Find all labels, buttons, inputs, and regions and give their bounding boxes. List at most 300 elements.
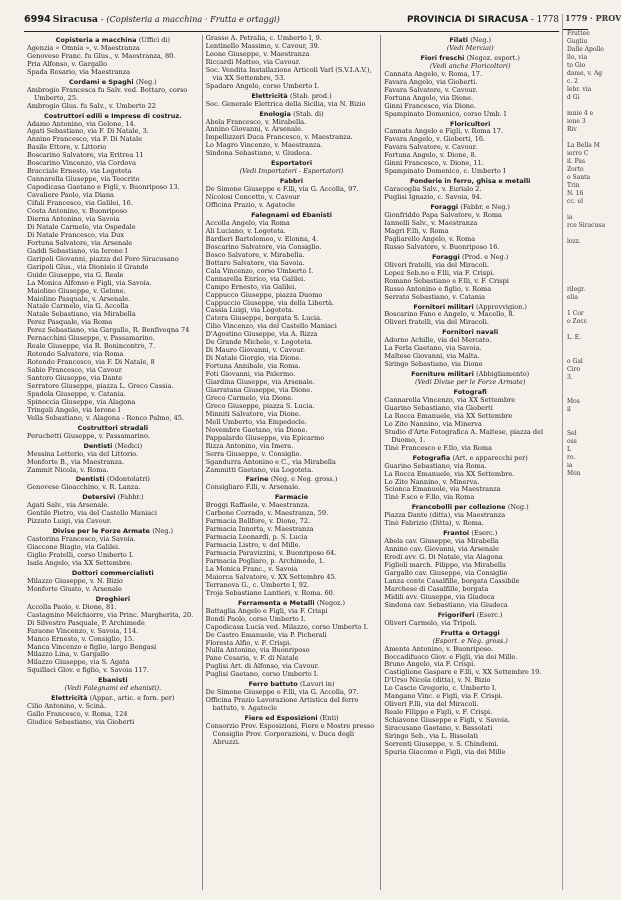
directory-entry: Floresta Alfio, v. F. Crispi. (205, 638, 292, 647)
directory-entry: Greco Giuseppe, piazza S. Lucia. (205, 401, 315, 410)
directory-entry: D'Agostino Giuseppe, via A. Rizza (205, 330, 318, 339)
cross-reference-note: (Vedi Falegnami ed ebanisti). (64, 684, 162, 693)
directory-entry: Carbone Corrado, v. Maestranza, 59. (205, 509, 329, 518)
directory-entry: Catera Giuseppe, borgata S. Lucia. (205, 314, 323, 323)
directory-entry: Boscarino Salvatore, via Consiglio. (205, 242, 322, 251)
directory-entry: Perez Pasquale, via Roma (27, 318, 113, 327)
directory-entry: Perez Sebastiano, via Gargallo, R. Benfiveqna 74 (27, 326, 190, 335)
directory-entry: Squillaci Glov. e figlio, v. Savoia 117. (27, 666, 149, 675)
directory-entry: Ambrogio Francesca fu Salv. ved. Bottaro, corso Umberto, 25. (27, 85, 188, 102)
directory-entry: Oliveri Carmelo, via Tripoli. (384, 618, 477, 627)
directory-entry: Fortuna Angelo, via Dione. (384, 93, 474, 102)
directory-entry: Guarino Sebastiano, via Gioberti (384, 403, 493, 412)
directory-entry: Di Natale Giorgio, via Dione. (205, 354, 302, 363)
section-heading-label: Fabbri (279, 177, 304, 186)
directory-entry: Fortuna Annibale, via Roma. (205, 362, 301, 371)
section-heading-qualifier: (Uffici di) (138, 36, 171, 44)
directory-entry: Consorzio Prov. Esposizioni, Fiere e Mostre presso Consiglio Prov. Corporazioni, v. Duca degli Abruzzi. (205, 722, 375, 746)
edge-line: rce Siracusa (567, 222, 606, 229)
section-heading-label: Fiere ed Esposizioni (244, 714, 318, 723)
directory-entry: Cavaliere Paolo, via Diana (27, 191, 114, 200)
section-heading-label: Farine (245, 475, 269, 484)
directory-entry: Boscarino Vincenzo, via Cordova (27, 159, 136, 168)
directory-entry: La Ferla Gaetano, via Savoia. (384, 344, 482, 353)
directory-entry: Santoro Giuseppe, via Dante (27, 374, 123, 383)
directory-entry: Dierna Antonino, via Savoia (27, 214, 120, 223)
edge-line: Mos (567, 398, 580, 405)
directory-entry: Milazzo Giuseppe, via S. Agata (27, 658, 130, 667)
edge-line: Trin (567, 182, 580, 189)
directory-entry: Farmacia Paravizzini, v. Buonriposo 64. (205, 549, 337, 558)
directory-entry: Reale Filippo e Figli, v. F. Crispi. (384, 708, 493, 717)
directory-entry: Spuria Giacomo e Figli, via dei Mille (384, 747, 506, 756)
directory-entry: Cannarella Giuseppe, via Teocrito (27, 175, 140, 184)
directory-entry: Eredi avv. G. Di Natale, via Alagona (384, 553, 503, 562)
directory-entry: Garipoli Glus., via Dionisio il Grande (27, 262, 149, 271)
directory-entry: Scionca Emanuele, via Maestranza (384, 485, 501, 494)
adjacent-page-edge (562, 13, 621, 890)
directory-entry: Broggi Raffaele, v. Maestranza. (205, 501, 310, 510)
edge-line: mnie 4 e (567, 110, 594, 117)
directory-entry: Maiolino Pasquale, v. Arsenale. (27, 294, 131, 303)
directory-entry: Bardieri Bartolomeo, v. Elonna, 4. (205, 234, 319, 243)
edge-line: Sel (567, 430, 577, 437)
section-heading-label: Droghieri (95, 594, 131, 603)
header-right: PROVINCIA DI SIRACUSA - 1778 (406, 15, 559, 25)
section-heading-label: Divise per le Forze Armate (52, 527, 150, 536)
directory-entry: Cannata Angelo e Figli, v. Roma 17. (384, 127, 504, 136)
directory-entry: Battaglia Angelo e Figli, via F. Crispi (205, 606, 328, 615)
cross-reference-note: (Vedi Merciai) (446, 43, 494, 52)
directory-entry: Grasso A. Petralia, c. Umberto I, 9. (205, 34, 322, 42)
edge-line (565, 422, 588, 430)
directory-entry: Piazza Dante (ditta), via Maestranza (384, 511, 506, 520)
edge-line: c. 2 (567, 78, 578, 85)
directory-entry: De Grande Michele, v. Logoteta. (205, 338, 313, 347)
cross-reference-note: (Vedi Importatori - Esportatori) (239, 167, 344, 176)
directory-entry: Monforte B., via Maestranza. (27, 457, 124, 466)
directory-entry: Farmacia Bellfore, v. Dione, 72. (205, 517, 311, 526)
section-heading-label: Falegnami ed Ebanisti (251, 211, 332, 220)
page-subtitle: (Copisteria a macchina · Frutta e ortaggi) (106, 14, 280, 24)
section-heading-label: Ferro battuto (248, 680, 298, 689)
directory-entry: Genovese Franc. fu Glus., v. Maestranza, 80. (27, 51, 176, 60)
edge-line: Mon (567, 470, 581, 477)
directory-entry: Faraone Vincenzo, v. Savoia, 114. (27, 626, 139, 635)
edge-line: d Gi (567, 94, 580, 101)
directory-entry: Novembre Gaetano, via Dione. (205, 425, 308, 434)
directory-entry: Ambrogio Glus. fu Salv., v. Umberto 22 (27, 101, 156, 110)
directory-entry: Tringali Angelo, via Ierone I (27, 405, 121, 414)
directory-entry: Boscarino Fano e Angelo, v. Macello, 8. (384, 310, 515, 319)
directory-entry: Reale Giuseppe, via R. Bonincontro, 7. (27, 342, 156, 351)
directory-entry: Adorno Achille, via del Mercato. (384, 336, 492, 345)
directory-entry: Pria Alfonso, v. Gargallo (27, 59, 108, 68)
directory-entry: Castorina Francesco, via Savoia. (27, 535, 136, 544)
directory-entry: Vella Sebastiano, v. Alagona - Ronco Palmo, 45. (27, 413, 184, 422)
edge-line: dame, v. Ag (567, 70, 603, 77)
section-heading-label: Costruttori stradali (77, 423, 149, 432)
edge-line: lebr. via (567, 86, 592, 93)
directory-entry: Bosco Salvatore, v. Mirabella. (205, 250, 305, 259)
directory-entry: Iannelli Salv., v. Maestranza (384, 218, 478, 227)
edge-line: N. 16 (567, 190, 584, 197)
directory-entry: Sorrenti Giuseppe, v. S. Chindemi. (384, 740, 499, 749)
directory-entry: Cappucco Giuseppe, piazza Duomo (205, 290, 323, 299)
directory-entry: Mell Umberto, via Empedocle. (205, 417, 307, 426)
edge-line (565, 350, 588, 358)
section-heading-qualifier: (Medici) (114, 441, 143, 450)
directory-entry: Nicolosi Concetto, v. Cavour (205, 193, 300, 202)
directory-entry: Caracoglia Salv., v. Eurialo 2. (384, 185, 482, 194)
directory-entry: Sindona Sebastiano, v. Giudeca. (205, 149, 312, 158)
directory-entry: Tinè F.sco e F.llo, via Roma (384, 493, 475, 502)
directory-entry: Studio d'Arte Fotografica A. Maltese, piazza del Duomo, 1. (384, 427, 544, 444)
directory-entry: Manca Vincenzo e figlio, largo Bengasi (27, 642, 157, 651)
edge-line (565, 246, 588, 254)
directory-entry: Accolla Angelo, via Roma (205, 218, 290, 227)
section-heading-label: Elettricità (251, 91, 288, 100)
directory-entry: Puglisi Ignazio, c. Savoia, 94. (384, 193, 482, 202)
directory-entry: Agati Salv., via Arsenale. (27, 501, 110, 510)
directory-entry: Troja Sebastiano Lantieri, v. Roma. 60. (205, 588, 335, 597)
section-heading-qualifier: (Odontolatri) (106, 475, 150, 484)
directory-entry: Adamo Antonino, via Gelone, 14. (27, 119, 136, 128)
directory-entry: Annino Francesco, via F. Di Natale (27, 135, 142, 144)
edge-line: ro. (567, 454, 576, 461)
directory-entry: De Simone Giuseppe e F.lli, via G. Accolla, 97. (205, 185, 359, 194)
edge-line: elia (567, 294, 578, 301)
directory-entry: Boscarino Salvatore, via Eritrea 11 (27, 151, 144, 160)
directory-entry: D'Urso Nicola (ditta), v. N. Bizio (384, 676, 491, 685)
directory-entry: Lo Zito Nannino, v. Minerva. (384, 477, 480, 486)
section-heading-label: Enologia (259, 109, 291, 118)
directory-entry: Sindona cav. Sebastiano, via Giudeca (384, 600, 508, 609)
directory-page (24, 14, 559, 890)
section-heading-qualifier: (Art. e apparecchi per) (452, 453, 528, 462)
section-heading-qualifier: (Eserc.) (476, 610, 503, 619)
directory-entry: Favara Angelo, via Gioberti. (384, 77, 478, 86)
edge-line: oss (567, 438, 577, 445)
directory-entry: Pernacchini Giuseppe, v. Passamarino. (27, 334, 155, 343)
directory-entry: Agati Sebastiano, via F. Di Natale, 3. (27, 127, 149, 136)
edge-line: o Santa (567, 174, 591, 181)
directory-entry: Leone Giuseppe, v. Maestranza (205, 49, 310, 58)
edge-line: 1 Cor (567, 310, 584, 317)
directory-entry: Gentile Pietro, via del Castello Maniaci (27, 509, 157, 518)
directory-entry: Figlioli march. Filippo, via Mirabella (384, 561, 506, 570)
directory-entry: Siringo Sebastiano, via Dione (384, 360, 483, 369)
directory-entry: Milazzo Lina, v. Gargallo (27, 650, 110, 659)
directory-entry: Agenzia « Omnia », v. Maestranza (27, 43, 140, 52)
directory-entry: Natale Sebastiano, via Mirabella (27, 310, 136, 319)
section-heading-label: Forniture militari (411, 370, 474, 379)
section-heading-label: Fotografia (412, 453, 451, 462)
directory-entry: Favara Salvatore, v. Cavour. (384, 143, 478, 152)
directory-entry: Pane Cesaria, v. F. di Natale (205, 654, 299, 663)
directory-entry: Giarratana Giuseppe, via Dione. (205, 385, 313, 394)
directory-entry: Magri F.lli, v. Roma (384, 226, 449, 235)
directory-entry: Cassia Luigi, via Logoteta. (205, 306, 294, 315)
section-heading-qualifier: (Fabbr.) (117, 493, 144, 502)
section-heading-label: Foraggi (430, 203, 459, 212)
directory-entry: Terranova G., c. Umberto I, 92. (205, 580, 310, 589)
directory-entry: Serrato Sebastiano, v. Catania (384, 292, 486, 301)
directory-entry: Tinè Fabrizio (Ditta), v. Roma. (384, 519, 484, 528)
edge-line (565, 278, 588, 286)
section-heading-qualifier: (Neg.) (470, 36, 492, 44)
column-3 (380, 35, 559, 890)
directory-entry: Rotondo Salvatore, via Roma (27, 350, 124, 359)
section-heading-label: Detersivi (82, 493, 116, 502)
directory-entry: Cannarella Enrico, via Galilei. (205, 274, 306, 283)
directory-entry: Marchese di Casalfille, borgata (384, 584, 489, 593)
directory-entry: Giardina Giuseppe, via Arsenale. (205, 378, 315, 387)
directory-entry: Russo Antonino e figlio, v. Roma (384, 284, 492, 293)
directory-entry: Guido Giuseppe, via G. Reale (27, 270, 124, 279)
directory-entry: Ginni Francesco, via Dione. (384, 101, 476, 110)
directory-entry: Lo Magro Vincenzo, v. Maestranza. (205, 141, 323, 150)
edge-line: o Gal (567, 358, 583, 365)
directory-entry: La Rocca Emanuele, via XX Settembre. (384, 469, 515, 478)
directory-entry: Garipoli Giovanni, piazza del Foro Siracusano (27, 254, 179, 263)
directory-entry: Nulla Antonino, via Buonriposo (205, 646, 310, 655)
directory-entry: Cilio Vincenzo, via del Castello Maniaci (205, 322, 337, 331)
directory-entry: Costa Antonino, v. Buonriposo (27, 207, 127, 216)
directory-entry: Pizzuto Luigi, via Cavour. (27, 517, 112, 526)
edge-line: 3. (567, 374, 573, 381)
edge-line: il. Pas (567, 158, 586, 165)
edge-line (565, 414, 588, 422)
edge-line: Gugliu (567, 38, 588, 45)
directory-entry: Lo Zito Nannino, via Minerva (384, 419, 482, 428)
cross-reference-note: (Esport. e Neg. gross.) (432, 636, 508, 645)
edge-line: rilegr. (567, 286, 586, 293)
city-name: Siracusa (52, 14, 98, 25)
directory-entry: Spadola Giuseppe, v. Catania. (27, 389, 126, 398)
edge-line (565, 326, 588, 334)
section-heading-label: Francobolli per collezione (411, 503, 506, 512)
directory-entry: Zammit Nicola, v. Roma. (27, 465, 109, 474)
directory-entry: Gargallo cav. Giuseppe, via Consiglio (384, 569, 508, 577)
directory-entry: Messina Letterio, via del Littorio. (27, 449, 139, 458)
directory-entry: Lentinello Massimo, v. Cavour, 39. (205, 41, 320, 50)
directory-entry: Officina Prazio, v. Agatocle (205, 201, 295, 210)
directory-entry: Farmacia Listro, v. del Mille. (205, 541, 301, 550)
directory-entry: Ginni Francesco, v. Dione, 11. (384, 159, 484, 168)
directory-entry: Greco Carmelo, via Dione. (205, 393, 294, 402)
directory-entry: Spampinato Domenico, corso Umb. I (384, 109, 507, 118)
edge-line: llo, via (567, 54, 588, 61)
directory-entry: Maltese Giovanni, via Malta. (384, 352, 480, 361)
directory-entry: Fortuna Angelo, v. Dione, 8. (384, 151, 477, 160)
directory-entry: Genovese Gioacchino, v. R. Lanza. (27, 483, 141, 492)
directory-entry: Abela Francesco, v. Mirabella. (205, 117, 307, 126)
directory-entry: Annino Giovanni, v. Arsenale. (205, 125, 304, 134)
edge-line: ia (567, 214, 573, 221)
directory-entry: Gallo Francesco, v. Roma, 124 (27, 710, 128, 719)
section-heading-label: Filati (449, 36, 468, 44)
directory-entry: Gaddi Sebastiano, via Ierone I (27, 246, 128, 255)
cross-reference-note: (Vedi anche Floricoltori) (429, 61, 511, 70)
section-heading-label: Dentisti (75, 475, 105, 484)
directory-entry: Di Mauro Giovanni, v. Cavour. (205, 346, 305, 355)
section-heading-label: Frutta e Ortaggi (440, 628, 500, 637)
directory-entry: Spampinato Domenico, c. Umberto I (384, 167, 506, 176)
directory-entry: De Simone Giuseppe e F.lli, via G. Accolla, 97. (205, 688, 359, 697)
directory-entry: Puglisi Gaetano, corso Umberto I. (205, 670, 319, 679)
edge-line: lozz. (567, 238, 581, 245)
directory-entry: Maiolino Giuseppe, v. Gelone. (27, 286, 126, 295)
edge-line (565, 206, 588, 214)
edge-line: L. E. (567, 334, 582, 341)
edge-line: ia (567, 462, 573, 469)
edge-line: to Gio (567, 62, 586, 69)
directory-entry: De Castro Emanuele, via P. Picherali (205, 630, 327, 639)
directory-entry: Pagliarello Angelo, v. Roma (384, 234, 476, 243)
edge-line (565, 262, 588, 270)
section-heading-label: Elettricità (51, 694, 88, 703)
directory-entry: Cilio Antonino, v. Scinà. (27, 702, 106, 711)
directory-entry: Ali Luciano, v. Logoteta. (205, 226, 286, 235)
directory-entry: Bruno Angelo, via F. Crispi. (384, 660, 476, 669)
section-heading-qualifier: (Neg.) (152, 527, 174, 536)
directory-entry: Monforte Giusto, v. Arsenale (27, 584, 122, 593)
edge-line: ierro C (567, 150, 589, 157)
section-heading-qualifier: (Abbigliamento) (476, 370, 530, 379)
section-heading-qualifier: (Lavori in) (300, 680, 335, 689)
section-heading-qualifier: (Neg. e Neg. gross.) (270, 475, 338, 484)
directory-entry: Serra Giuseppe, v. Consiglio. (205, 449, 302, 458)
directory-entry: Midili avv. Giuseppe, via Giudeca (384, 592, 495, 601)
edge-line (565, 390, 588, 398)
directory-entry: Puglisi Art. di Alfonso, via Cavour. (205, 662, 320, 671)
edge-line: Ciro (567, 366, 580, 373)
directory-entry: Lopez Seb.no e F.lli, via F. Crispi. (384, 268, 495, 277)
edge-line (565, 134, 588, 142)
directory-entry: Romano Sebastiano e F.lli, v. F. Crispi (384, 276, 509, 285)
directory-entry: Annino cav. Giovanni, via Arsenale (384, 545, 500, 554)
directory-entry: Guarino Sebastiano, via Roma. (384, 461, 487, 470)
section-heading-qualifier: (Stab. di) (293, 109, 324, 118)
section-heading-qualifier: (Appar., artic. e forn. per) (89, 694, 175, 703)
directory-entry: Lanza conte Casalfille, borgata Cassibile (384, 576, 520, 585)
directory-entry: Impellizzeri Duca Francesco, v. Maestranza. (205, 133, 353, 142)
directory-entry: Pappalardo Giuseppe, via Epicarmo (205, 433, 325, 442)
section-heading-label: Ferramenta e Metalli (237, 598, 315, 607)
edge-line: ione 3 (567, 118, 586, 125)
section-heading-label: Frigoriferi (437, 610, 475, 619)
page-number: 6994 (24, 14, 51, 25)
directory-entry: Abela cav. Giuseppe, via Mirabella (384, 537, 499, 546)
section-heading-label: Fotografi (453, 388, 487, 397)
edge-line: La Bella M (567, 142, 600, 149)
directory-entry: Gionfriddo Papa Salvatore, v. Roma (384, 211, 502, 220)
directory-entry: Peruchetti Giuseppe, v. Passamarino. (27, 431, 150, 440)
directory-entry: Minniti Salvatore, via Dione. (205, 409, 301, 418)
directory-entry: Oliveri fratelli, via del Miracoli. (384, 260, 489, 269)
directory-entry: Spadaro Angelo, corso Umberto I. (205, 81, 320, 90)
directory-entry: Campo Ernesto, via Galilei. (205, 282, 297, 291)
directory-entry: Zammitti Gaetano, via Logoteta. (205, 465, 314, 474)
section-heading-label: Costruttori edili e Imprese di costruz. (44, 111, 182, 120)
edge-line (565, 270, 588, 278)
directory-entry: Cannarella Vincenzo, via XX Settembre (384, 395, 516, 404)
directory-entry: Sabio Francesco, via Cavour (27, 366, 122, 375)
directory-entry: Bondi Paolo, corso Umberto I. (205, 614, 306, 623)
edge-lines (563, 30, 606, 478)
section-heading-qualifier: (Neg.) (507, 503, 529, 512)
directory-entry: Maiorca Salvatore, v. XX Settembre 45. (205, 572, 337, 581)
directory-entry: Giudice Sebastiano, via Gioberti (27, 718, 135, 727)
edge-line (565, 342, 588, 350)
directory-entry: Farmacia Innorta, v. Maestranza (205, 525, 314, 534)
section-heading-label: Dentisti (83, 441, 113, 450)
directory-entry: Foti Giovanni, via Palermo. (205, 370, 296, 379)
directory-entry: Officina Prazio Lavorazione Artistica del ferro battuto, v. Agatocle (205, 696, 359, 713)
edge-line: Riv (567, 126, 577, 133)
section-heading-label: Farmacie (274, 493, 309, 502)
directory-entry: Soc. Vendita Installazione Articoli Varî (S.V.I.A.V.), via XX Settembre, 53. (205, 65, 372, 82)
section-heading-label: Esportatori (270, 159, 313, 168)
directory-entry: Castiglione Gaspare e F.lli, v. XX Settembre 19. (384, 668, 542, 677)
column-2 (202, 35, 381, 890)
directory-entry: Favara Angelo, v. Gioberti, 16. (384, 135, 486, 144)
directory-entry: Fortuna Salvatore, via Arsenale (27, 238, 133, 247)
directory-entry: Farmacia Leonardi, p. S. Lucia (205, 533, 308, 542)
edge-line (565, 102, 588, 110)
directory-entry: Di Silvestro Pasquale, P. Archimede (27, 618, 145, 627)
directory-entry: Favara Salvatore, v. Cavour. (384, 85, 478, 94)
section-heading-label: Ebanisti (98, 676, 128, 685)
directory-entry: Giaccone Biagio, via Galilei. (27, 543, 121, 552)
directory-entry: Spada Rosario, via Maestranza (27, 67, 131, 76)
directory-entry: Boccadifuoco Giov. e Figli, via dei Mille. (384, 652, 518, 661)
directory-entry: Capodicasa Lucia ved. Milazzo, corso Umberto I. (205, 622, 369, 631)
columns (24, 35, 559, 890)
directory-entry: Soc. Generale Elettrica della Sicilia, via N. Bizio (205, 99, 366, 108)
directory-entry: Cappuccio Giuseppe, via della Libertà. (205, 298, 335, 307)
directory-entry: Schiavone Giuseppe e Figli, v. Savoia. (384, 716, 510, 725)
directory-entry: Spinoccia Giuseppe, via Alagona (27, 397, 136, 406)
section-heading-qualifier: (Neg.) (135, 77, 157, 86)
section-heading-qualifier: (Prod. e Neg.) (461, 252, 509, 261)
edge-line (565, 302, 588, 310)
directory-entry: Rotondo Francesco, via F. Di Natale, 8 (27, 358, 155, 367)
directory-entry: Farmacia Pogliaro, p. Archimede, 1. (205, 557, 325, 565)
directory-entry: Di Natale Carmelo, via Ospedale (27, 222, 136, 231)
directory-entry: Serratore Giuseppe, piazza L. Greco Cassia. (27, 381, 174, 390)
section-heading-label: Frantoi (443, 529, 470, 538)
directory-entry: Bracciale Ernesto, via Logoteta (27, 167, 132, 176)
directory-entry: Accolla Paolo, v. Dione, 81. (27, 602, 117, 611)
section-heading-label: Copisteria a macchina (55, 36, 137, 44)
edge-line: Dalle Apollo (567, 46, 604, 53)
section-number: 1778 (536, 15, 559, 25)
directory-entry: Oliveri fratelli, via del Miracoli. (384, 318, 489, 327)
directory-entry: Riccardi Matteo, via Cavour. (205, 57, 301, 66)
directory-entry: Cala Vincenzo, corso Umberto I. (205, 266, 314, 275)
directory-entry: Russo Salvatore, v. Buonriposo 16. (384, 242, 500, 251)
directory-entry: Natale Carmelo, via G. Accolla (27, 302, 129, 311)
directory-entry: Manco Ernesto, v. Consiglio, 15. (27, 634, 135, 643)
section-heading-qualifier: (Fabbr. e Neg.) (460, 203, 510, 212)
directory-entry: Di Natale Francesco, via Dux (27, 230, 125, 239)
section-heading-label: Fonderie in ferro, ghisa e metalli (409, 177, 531, 186)
directory-entry: La Monica Franc., v. Savoia (205, 564, 298, 573)
directory-entry: Cannata Angelo, v. Roma, 17. (384, 69, 483, 78)
directory-entry: Tinè Francesco e F.llo, via Roma (384, 443, 492, 452)
